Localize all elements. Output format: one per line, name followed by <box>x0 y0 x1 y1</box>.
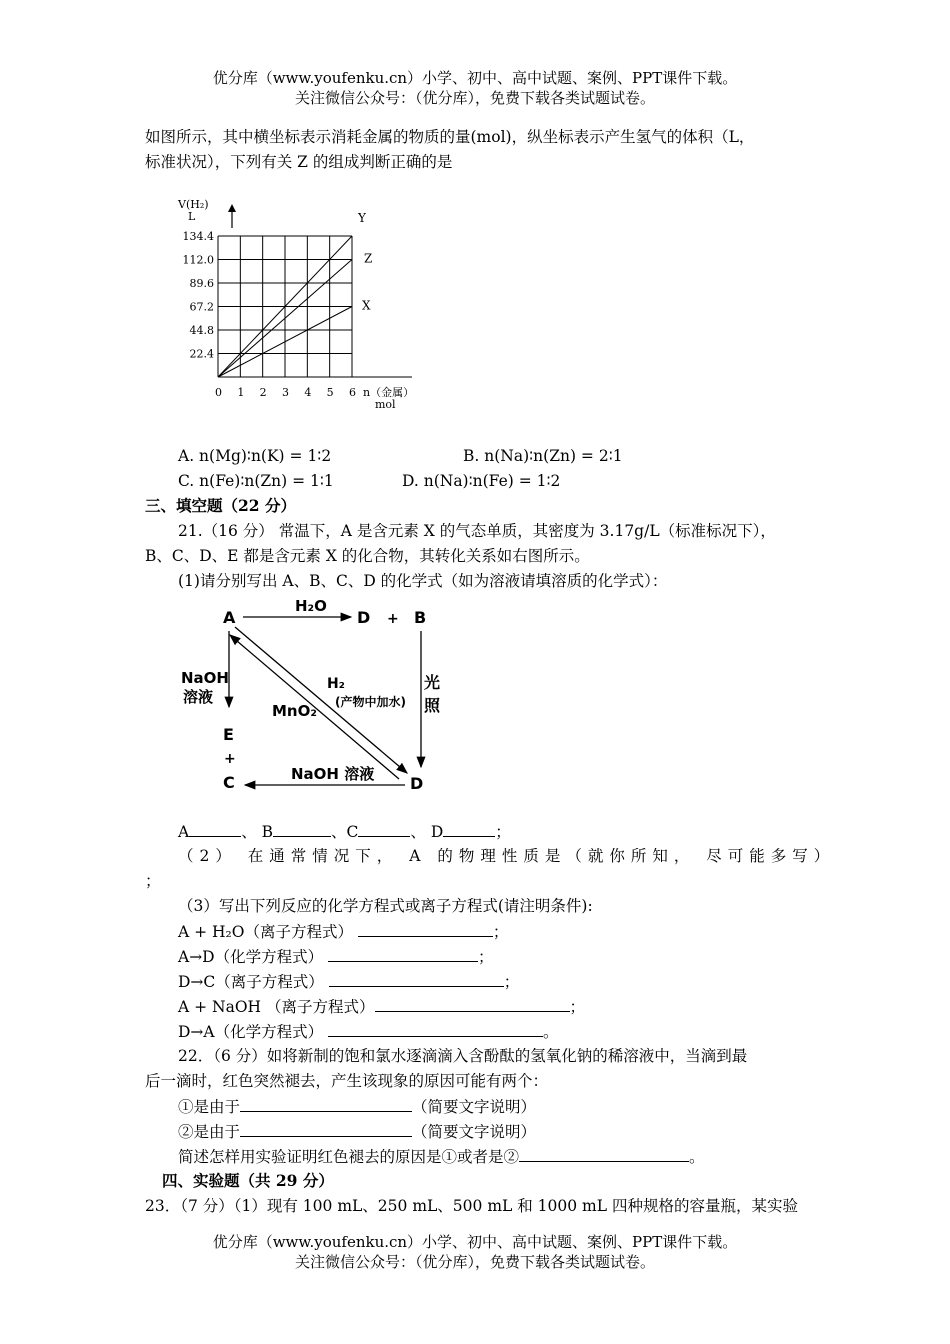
blank-a[interactable] <box>189 821 241 837</box>
equation-1-end: ； <box>492 923 509 941</box>
q22-reason-1-label: ①是由于 <box>178 1098 241 1116</box>
plus-top: + <box>387 611 399 627</box>
equation-4-blank[interactable] <box>375 996 570 1012</box>
x-tick-label: 5 <box>326 386 334 399</box>
q21-part-2-end: ； <box>145 872 161 890</box>
node-a: A <box>223 608 236 627</box>
fill-c-label: 、C <box>331 823 359 841</box>
x-tick-label: 0 <box>215 386 222 399</box>
equation-1 <box>178 921 508 942</box>
node-d-top: D <box>357 608 371 627</box>
label-naoh-left-2: 溶液 <box>183 688 214 706</box>
equation-3-label: D→C（离子方程式） <box>178 973 324 991</box>
label-light-2: 照 <box>424 696 441 715</box>
series-label-y: Y <box>358 211 366 225</box>
equation-3 <box>178 971 519 992</box>
node-d-bottom: D <box>410 774 424 793</box>
option-d: D. n(Na)∶n(Fe) = 1∶2 <box>402 472 561 490</box>
equation-4 <box>178 996 585 1017</box>
q21-part-3: （3）写出下列反应的化学方程式或离子方程式(请注明条件): <box>178 897 593 915</box>
label-naoh-bottom: NaOH 溶液 <box>291 765 375 783</box>
q21-line-2: B、C、D、E 都是含元素 X 的化合物，其转化关系如右图所示。 <box>145 547 590 565</box>
y-axis-label: V(H₂) <box>178 198 209 211</box>
q22-last-end: 。 <box>689 1148 705 1166</box>
label-h2: H₂ <box>327 676 345 692</box>
q22-reason-1-blank[interactable] <box>240 1096 412 1112</box>
fill-end: ； <box>495 823 511 841</box>
equation-5-blank[interactable] <box>328 1021 543 1037</box>
y-tick-label: 134.4 <box>182 230 214 243</box>
q23-line-1: 23．（7 分）（1）现有 100 mL、250 mL、500 mL 和 1000 mL 四种规格的容量瓶，某实验 <box>145 1197 798 1215</box>
blank-c[interactable] <box>358 821 410 837</box>
label-mno2: MnO₂ <box>272 702 317 720</box>
q22-reason-2-note: （简要文字说明） <box>412 1123 537 1141</box>
footer-line-2: 关注微信公众号：（优分库），免费下载各类试题试卷。 <box>294 1253 655 1271</box>
node-c: C <box>223 773 235 792</box>
q22-last <box>178 1146 705 1167</box>
q22-reason-2 <box>178 1121 536 1142</box>
q21-line-1: 21.（16 分） 常温下，A 是含元素 X 的气态单质，其密度为 3.17g/L（标准标况下）， <box>178 522 776 540</box>
q22-line-1: 22．（6 分）如将新制的饱和氯水逐滴滴入含酚酞的氢氧化钠的稀溶液中，当滴到最 <box>178 1047 748 1065</box>
equation-3-blank[interactable] <box>329 971 504 987</box>
equation-4-label: A + NaOH （离子方程式） <box>178 998 375 1016</box>
node-e: E <box>223 725 234 744</box>
equation-1-blank[interactable] <box>358 921 493 937</box>
label-naoh-left-1: NaOH <box>181 669 229 687</box>
series-label-x: X <box>362 298 371 313</box>
fill-line <box>178 821 511 842</box>
y-axis-arrow-head <box>228 204 236 212</box>
y-tick-label: 44.8 <box>189 324 214 337</box>
equation-3-end: ； <box>503 973 520 991</box>
equation-1-label: A + H₂O（离子方程式） <box>178 923 353 941</box>
label-h2o: H₂O <box>295 597 327 615</box>
x-tick-label: 6 <box>349 386 356 399</box>
x-axis-unit: mol <box>375 398 396 411</box>
x-tick-label: 1 <box>237 386 245 399</box>
equation-5-end: 。 <box>543 1023 559 1041</box>
blank-d[interactable] <box>443 821 495 837</box>
equation-2 <box>178 946 494 967</box>
plus-left: + <box>224 751 236 767</box>
option-c: C. n(Fe)∶n(Zn) = 1∶1 <box>178 472 334 490</box>
fill-b-label: 、 B <box>241 823 274 841</box>
blank-b[interactable] <box>273 821 331 837</box>
q22-line-2: 后一滴时，红色突然褪去，产生该现象的原因可能有两个： <box>145 1072 549 1090</box>
y-tick-label: 112.0 <box>182 253 214 267</box>
equation-2-end: ； <box>478 948 494 966</box>
y-tick-label: 89.6 <box>189 277 214 290</box>
option-b: B. n(Na)∶n(Zn) = 2∶1 <box>463 447 623 465</box>
fill-d-label: 、 D <box>410 823 444 841</box>
fill-a-label: A <box>178 823 190 841</box>
hydrogen-volume-chart <box>170 190 430 415</box>
intro-line-2: 标准状况），下列有关 Z 的组成判断正确的是 <box>145 153 453 171</box>
q22-reason-1 <box>178 1096 536 1117</box>
equation-4-end: ； <box>569 998 586 1016</box>
transformation-diagram <box>175 595 455 805</box>
intro-line-1: 如图所示，其中横坐标表示消耗金属的物质的量(mol)，纵坐标表示产生氢气的体积（L， <box>145 128 755 146</box>
equation-2-blank[interactable] <box>328 946 478 962</box>
section-4-title: 四、实验题（共 29 分） <box>162 1171 334 1190</box>
x-tick-label: 2 <box>259 386 267 399</box>
q22-reason-2-blank[interactable] <box>240 1121 412 1137</box>
q22-reason-2-label: ②是由于 <box>178 1123 241 1141</box>
q21-part-2: （2） 在通常情况下， A 的物理性质是（就你所知， 尽可能多写） <box>178 847 836 865</box>
equation-5 <box>178 1021 559 1042</box>
section-3-title: 三、填空题（22 分） <box>145 496 296 515</box>
y-tick-label: 67.2 <box>189 300 214 314</box>
header-line-1: 优分库（www.youfenku.cn）小学、初中、高中试题、案例、PPT课件下载。 <box>212 69 738 87</box>
y-tick-label: 22.4 <box>189 347 214 361</box>
q21-part-1: (1)请分别写出 A、B、C、D 的化学式（如为溶液请填溶质的化学式）： <box>178 572 668 590</box>
footer-line-1: 优分库（www.youfenku.cn）小学、初中、高中试题、案例、PPT课件下载。 <box>212 1233 738 1251</box>
option-a: A. n(Mg)∶n(K) = 1∶2 <box>178 447 332 465</box>
equation-2-label: A→D（化学方程式） <box>178 948 324 966</box>
equation-5-label: D→A（化学方程式） <box>178 1023 324 1041</box>
x-axis-label: n（金属） <box>363 386 415 399</box>
q22-reason-1-note: （简要文字说明） <box>412 1098 537 1116</box>
header-line-2: 关注微信公众号：（优分库），免费下载各类试题试卷。 <box>294 89 655 107</box>
label-light-1: 光 <box>424 673 441 692</box>
q22-last-blank[interactable] <box>519 1146 689 1162</box>
label-h2-note: (产物中加水) <box>335 695 406 709</box>
series-label-z: Z <box>364 251 373 266</box>
node-b: B <box>414 608 427 627</box>
y-axis-unit: L <box>188 210 196 223</box>
q22-last-label: 简述怎样用实验证明红色褪去的原因是①或者是② <box>178 1148 520 1166</box>
x-tick-label: 4 <box>304 386 312 399</box>
x-tick-label: 3 <box>282 386 289 399</box>
